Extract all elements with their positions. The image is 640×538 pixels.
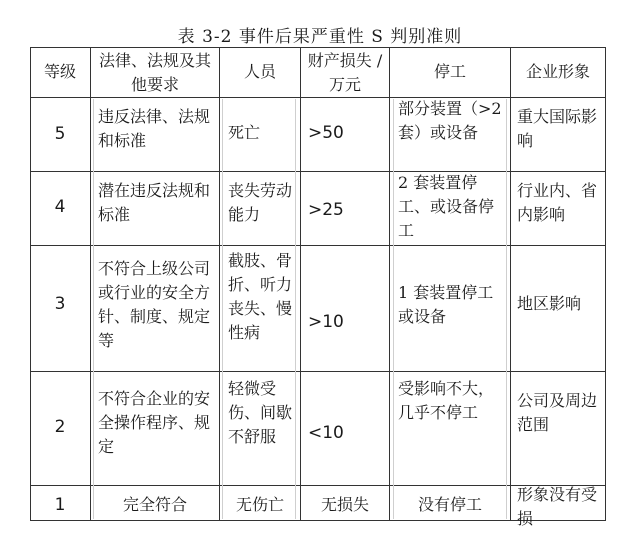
- loss-cell: >50: [308, 123, 344, 143]
- law-cell: 完全符合: [122, 495, 187, 514]
- stop-cell: 没有停工: [417, 495, 482, 514]
- table-divider: [300, 47, 301, 521]
- table-divider: [389, 47, 390, 521]
- loss-cell: 无损失: [320, 495, 369, 514]
- guide-line: [393, 99, 394, 519]
- table-title: 表 3-2 事件后果严重性 S 判别准则: [177, 27, 463, 47]
- law-cell: 潜在违反法规和标准: [98, 181, 211, 224]
- table-divider: [30, 97, 606, 98]
- law-cell: 违反法律、法规和标准: [98, 107, 211, 150]
- table-divider: [219, 47, 220, 521]
- table-border: [605, 47, 606, 521]
- person-cell: 无伤亡: [235, 495, 284, 514]
- image-cell: 重大国际影响: [517, 107, 598, 150]
- stop-cell: 2 套装置停工、或设备停工: [398, 173, 495, 240]
- stop-cell: 1 套装置停工或设备: [398, 283, 494, 326]
- criteria-table: [30, 47, 606, 528]
- law-cell: 不符合上级公司或行业的安全方针、制度、规定等: [98, 259, 211, 350]
- person-cell: 死亡: [228, 123, 261, 142]
- image-cell: 地区影响: [517, 294, 582, 313]
- table-border: [30, 47, 31, 521]
- level-cell: 3: [54, 294, 66, 314]
- header-law: 法律、法规及其他要求: [98, 51, 211, 94]
- table-divider: [90, 47, 91, 521]
- guide-line: [222, 99, 223, 519]
- person-cell: 轻微受伤、间歇不舒服: [228, 379, 293, 446]
- table-divider: [30, 171, 606, 172]
- level-cell: 4: [54, 197, 66, 217]
- image-cell: 形象没有受损: [517, 485, 598, 528]
- person-cell: 丧失劳动能力: [228, 181, 293, 224]
- table-divider: [510, 47, 511, 521]
- level-cell: 5: [54, 124, 66, 144]
- law-cell: 不符合企业的安全操作程序、规定: [98, 389, 211, 456]
- loss-cell: <10: [308, 423, 344, 443]
- table-divider: [30, 371, 606, 372]
- table-border: [30, 47, 606, 48]
- image-cell: 公司及周边范围: [517, 391, 598, 434]
- table-divider: [30, 245, 606, 246]
- header-stop: 停工: [433, 62, 466, 81]
- level-cell: 2: [54, 417, 66, 437]
- header-image: 企业形象: [525, 62, 590, 81]
- stop-cell: 部分装置（>2 套）或设备: [398, 99, 502, 142]
- image-cell: 行业内、省内影响: [517, 181, 598, 224]
- guide-line: [93, 99, 94, 519]
- person-cell: 截肢、骨折、听力丧失、慢性病: [228, 251, 293, 342]
- loss-cell: >10: [308, 312, 344, 332]
- level-cell: 1: [54, 495, 66, 515]
- header-loss: 财产损失 / 万元: [307, 51, 383, 94]
- header-person: 人员: [243, 62, 276, 81]
- loss-cell: >25: [308, 200, 344, 220]
- stop-cell: 受影响不大，几乎不停工: [398, 379, 495, 422]
- header-level: 等级: [43, 62, 76, 81]
